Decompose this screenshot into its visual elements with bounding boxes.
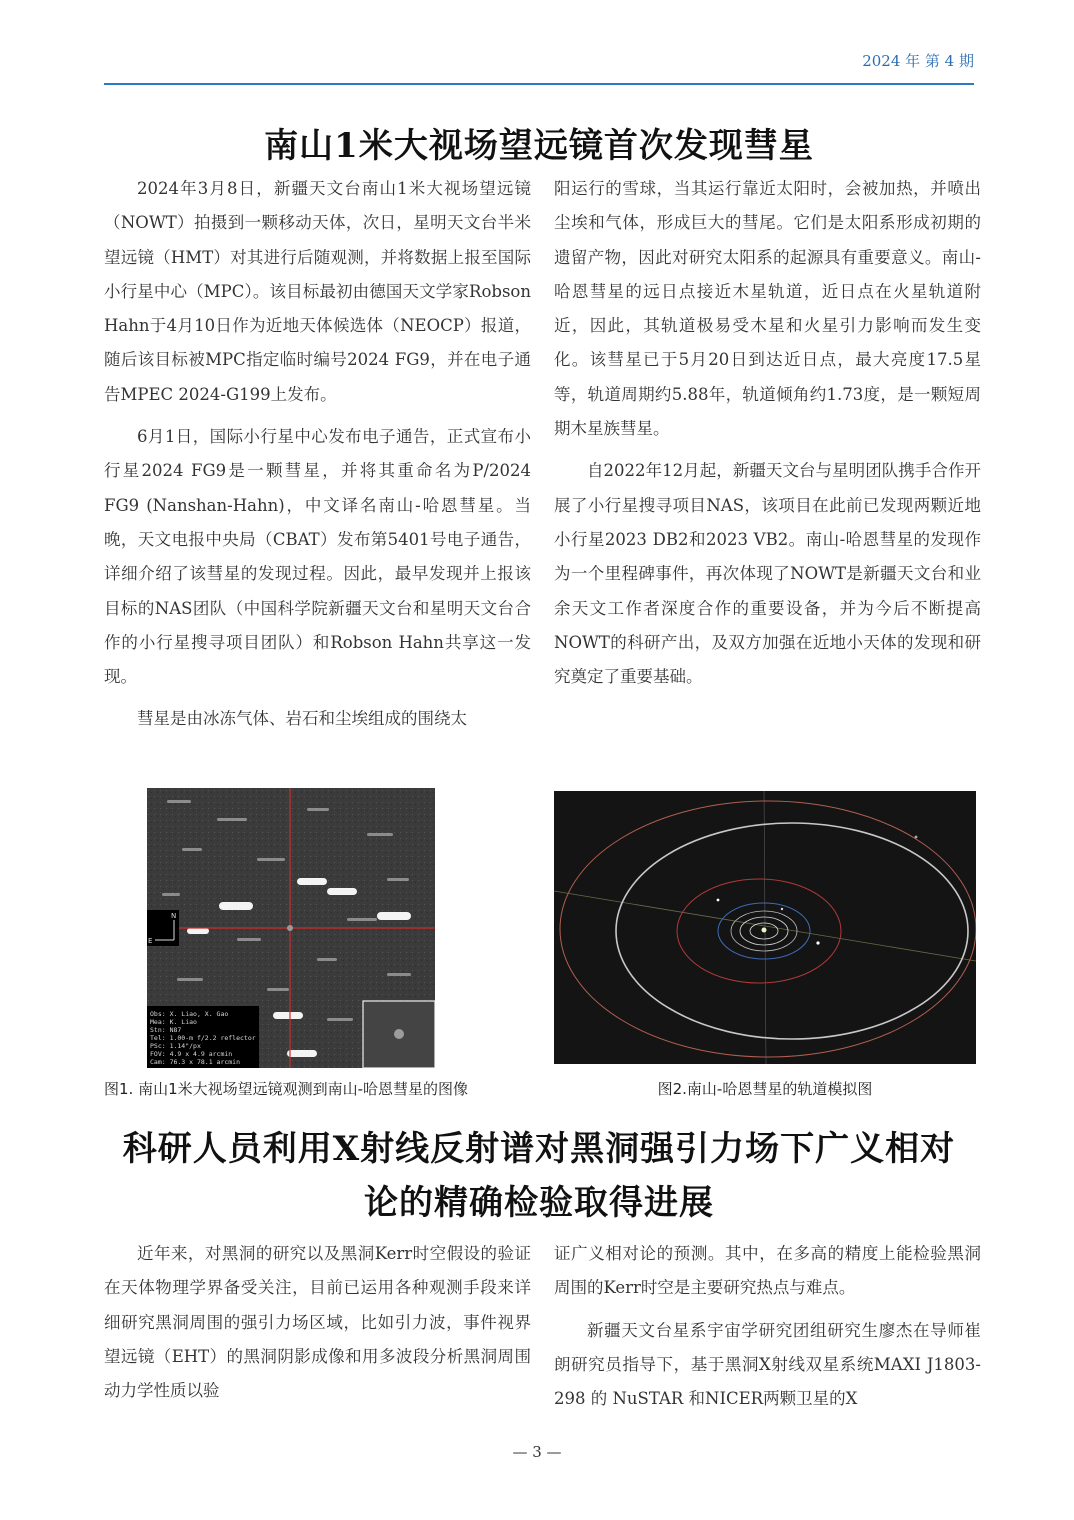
figure1-caption: 图1. 南山1米大视场望远镜观测到南山-哈恩彗星的图像 xyxy=(104,1080,469,1098)
info-line: Tel: 1.00-m f/2.2 reflector xyxy=(150,1034,256,1042)
paragraph: 2024年3月8日，新疆天文台南山1米大视场望远镜（NOWT）拍摄到一颗移动天体，次日，星明天文台半米望远镜（HMT）对其进行后随观测，并将数据上报至国际小行星中心（MPC）。该目标最初由德国天文学家Robson Hahn于4月10日作为近地天体候选体（NEOCP）报道，随后该目标被MPC指定临时编号2024 FG9，并在电子通告MPEC 2024-G199上发布。 xyxy=(104,179,531,404)
orbit-diagram xyxy=(554,791,976,1064)
article2-title-line1: 科研人员利用X射线反射谱对黑洞强引力场下广义相对 xyxy=(122,1129,956,1169)
issue-header: 2024 年 第 4 期 xyxy=(862,52,974,70)
info-line: Cam: 76.3 x 78.1 arcmin xyxy=(150,1058,241,1066)
paragraph: 新疆天文台星系宇宙学研究团组研究生廖杰在导师崔朗研究员指导下，基于黑洞X射线双星系统MAXI J1803-298 的 NuSTAR 和NICER两颗卫星的X xyxy=(554,1320,981,1409)
paragraph: 6月1日，国际小行星中心发布电子通告，正式宣布小行星2024 FG9是一颗彗星，并将其重命名为P/2024 FG9 (Nanshan-Hahn)，中文译名南山-哈恩彗星。当晚，天文电报中央局（CBAT）发布第5401号电子通告，详细介绍了该彗星的发现过程。因此，最早发现并上报该目标的NAS团队（中国科学院新疆天文台和星明天文台合作的小行星搜寻项目团队）和Robson Hahn共享这一发现。 xyxy=(104,427,531,687)
info-line: Mea: K. Liao xyxy=(150,1018,197,1026)
header-rule xyxy=(104,83,974,85)
article1-column-right xyxy=(554,172,981,694)
compass-north-label: N xyxy=(171,912,177,920)
orbit-simulation-image xyxy=(554,791,976,1064)
article1-title: 南山1米大视场望远镜首次发现彗星 xyxy=(264,126,814,166)
info-line: PSc: 1.14"/px xyxy=(150,1042,201,1050)
paragraph: 证广义相对论的预测。其中，在多高的精度上能检验黑洞周围的Kerr时空是主要研究热点与难点。 xyxy=(554,1244,981,1298)
info-line: Stn: N87 xyxy=(150,1026,182,1034)
article2-title-line2: 论的精确检验取得进展 xyxy=(364,1183,714,1223)
figure2-caption: 图2.南山-哈恩彗星的轨道模拟图 xyxy=(657,1080,873,1098)
article2-column-left xyxy=(104,1237,531,1408)
paragraph: 近年来，对黑洞的研究以及黑洞Kerr时空假设的验证在天体物理学界备受关注，目前已运用各种观测手段来详细研究黑洞周围的强引力场区域，比如引力波，事件视界望远镜（EHT）的黑洞阴影成像和用多波段分析黑洞周围动力学性质以验 xyxy=(104,1244,531,1401)
article2-column-right xyxy=(554,1237,981,1416)
star-field-image xyxy=(147,788,435,1068)
paragraph: 自2022年12月起，新疆天文台与星明团队携手合作开展了小行星搜寻项目NAS，该项目在此前已发现两颗近地小行星2023 DB2和2023 VB2。南山-哈恩彗星的发现作为一个里程碑事件，再次体现了NOWT是新疆天文台和业余天文工作者深度合作的重要设备，并为今后不断提高NOWT的科研产出，及双方加强在近地小天体的发现和研究奠定了重要基础。 xyxy=(554,461,981,687)
compass-east-label: E xyxy=(148,937,153,945)
info-line: Obs: X. Liao, X. Gao xyxy=(150,1010,229,1018)
article1-column-left xyxy=(104,172,531,737)
paragraph: 阳运行的雪球，当其运行靠近太阳时，会被加热，并喷出尘埃和气体，形成巨大的彗尾。它们是太阳系形成初期的遗留产物，因此对研究太阳系的起源具有重要意义。南山-哈恩彗星的远日点接近木星轨道，近日点在火星轨道附近，因此，其轨道极易受木星和火星引力影响而发生变化。该彗星已于5月20日到达近日点，最大亮度17.5星等，轨道周期约5.88年，轨道倾角约1.73度，是一颗短周期木星族彗星。 xyxy=(554,179,981,439)
info-line: FOV: 4.9 x 4.9 arcmin xyxy=(150,1050,233,1058)
paragraph: 彗星是由冰冻气体、岩石和尘埃组成的围绕太 xyxy=(137,709,467,729)
comet-observation-image xyxy=(147,788,435,1068)
page-number: — 3 — xyxy=(512,1443,562,1461)
article2-title xyxy=(104,1122,974,1230)
